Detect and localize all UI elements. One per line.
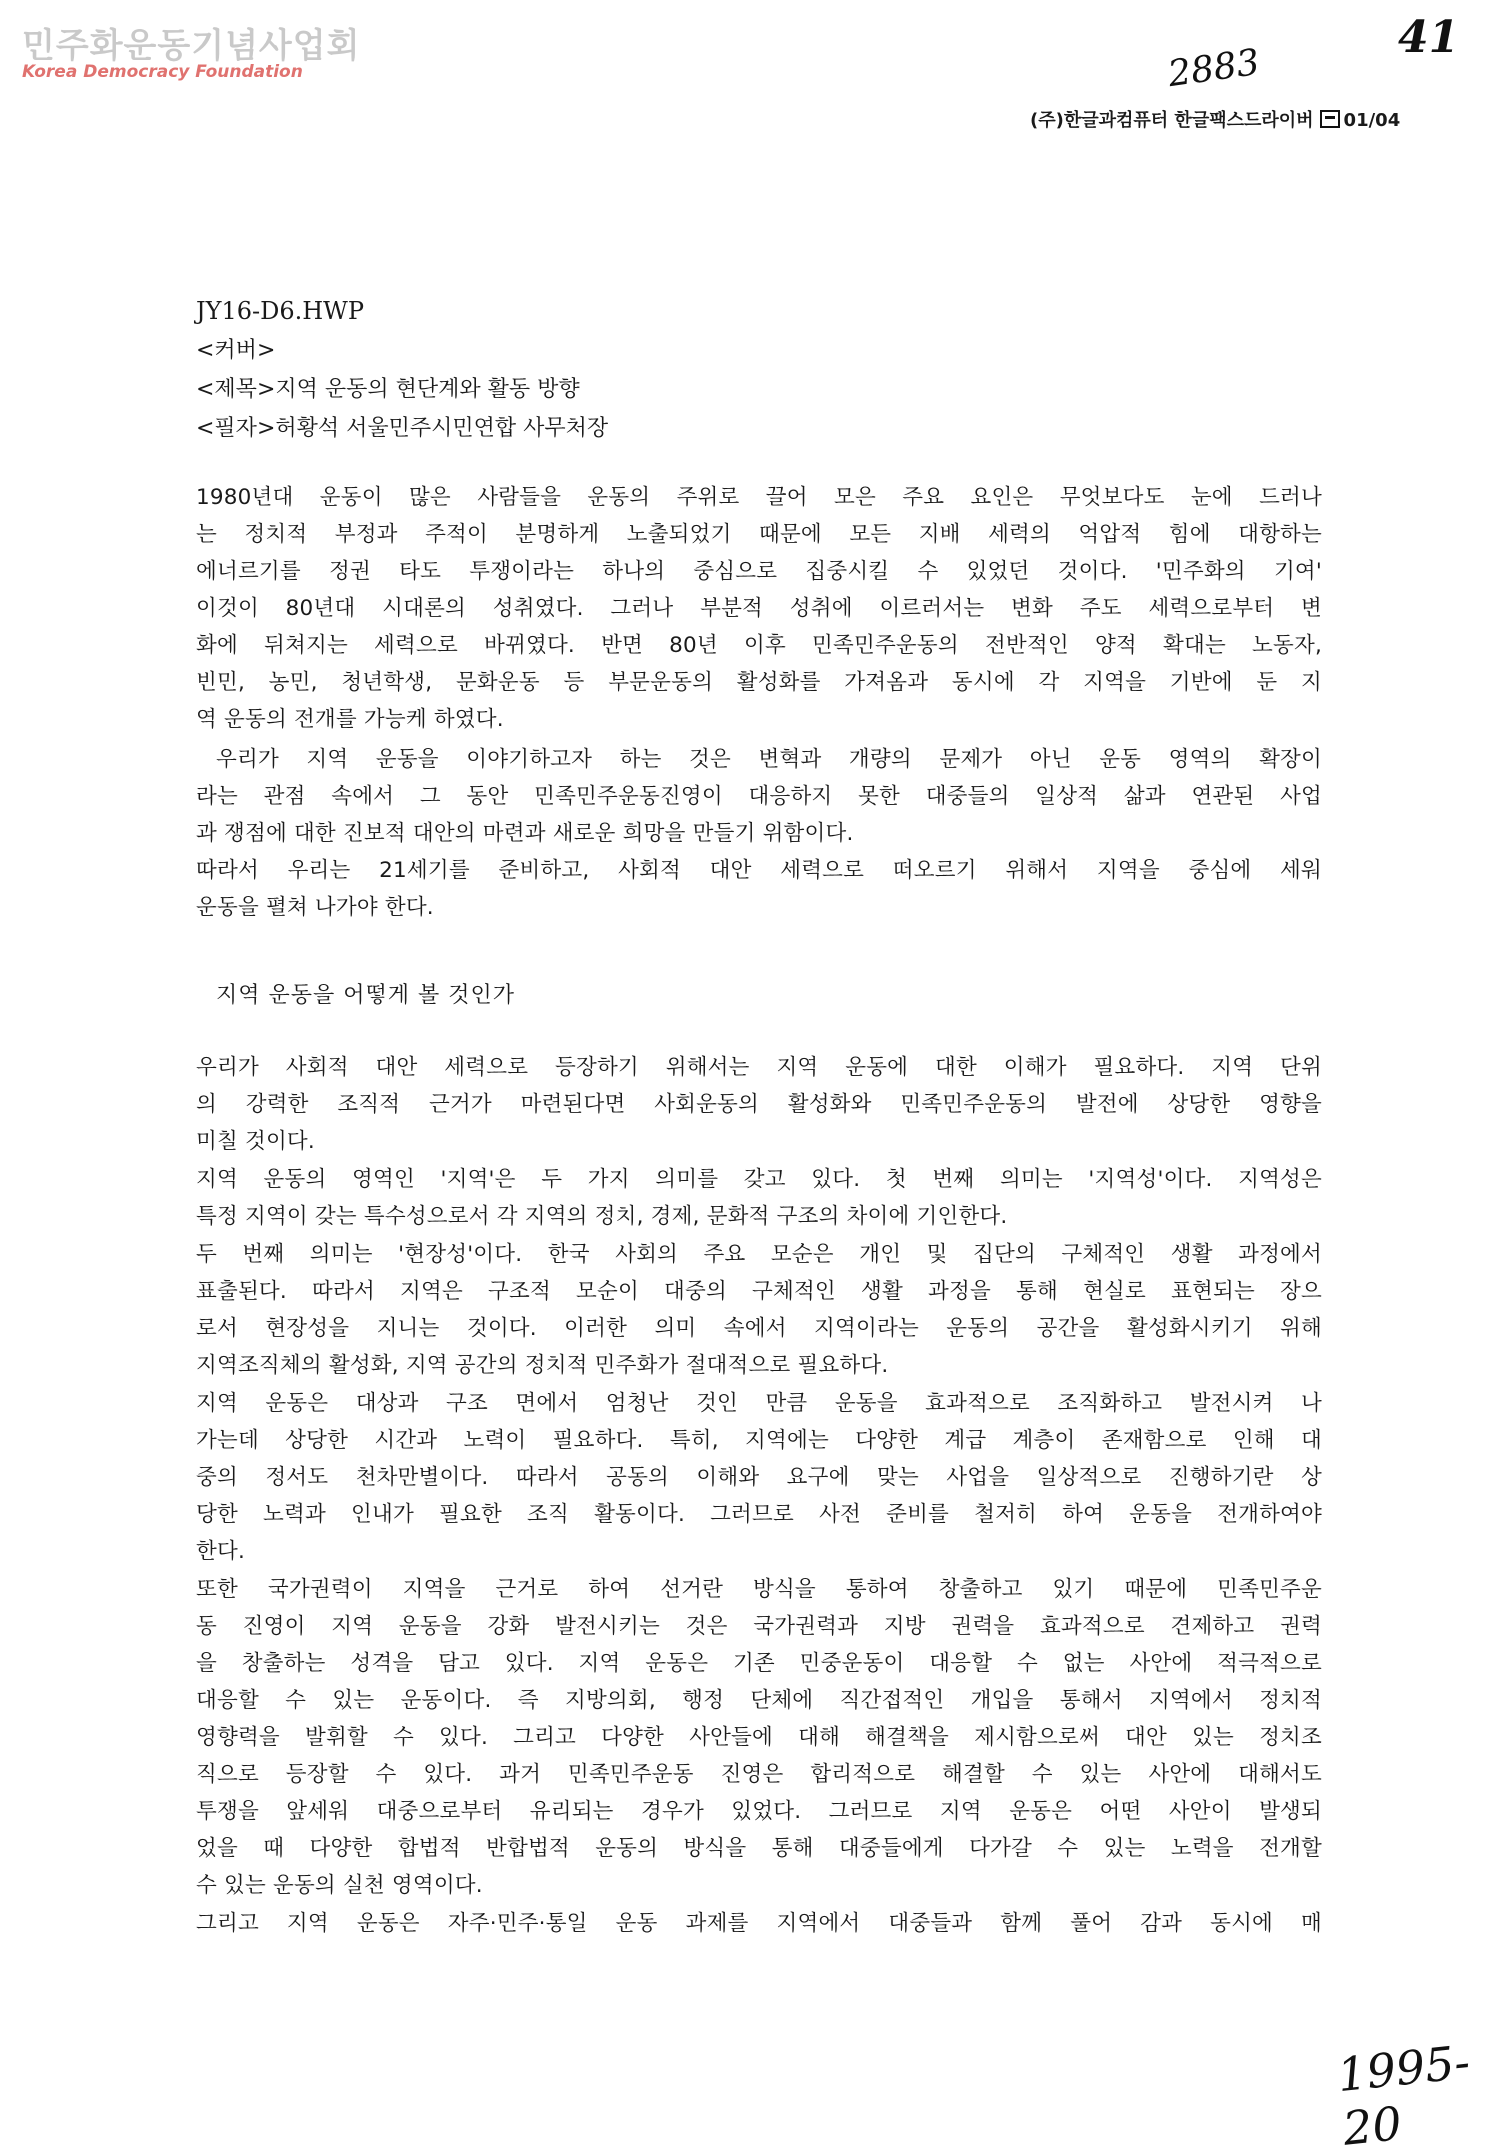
author-tag: <필자>허황석 서울민주시민연합 사무처장 [196, 416, 609, 441]
handwritten-bottom-code: 1995-20 [1334, 2034, 1473, 2156]
body-line: 1980년대 운동이 많은 사람들을 운동의 주위로 끌어 모은 주요 요인은 무엇보다도 눈에 드러나 [196, 485, 1322, 510]
body-line: 미칠 것이다. [196, 1129, 315, 1154]
body-line: 이것이 80년대 시대론의 성취였다. 그러나 부분적 성취에 이르러서는 변화 주도 세력으로부터 변 [196, 596, 1322, 621]
document-header [196, 292, 608, 448]
body-line: 화에 뒤쳐지는 세력으로 바뀌였다. 반면 80년 이후 민족민주운동의 전반적인 양적 확대는 노동자, [196, 633, 1322, 658]
body-line: 빈민, 농민, 청년학생, 문화운동 등 부문운동의 활성화를 가져옴과 동시에 각 지역을 기반에 둔 지 [196, 670, 1322, 695]
body-line: 투쟁을 앞세워 대중으로부터 유리되는 경우가 있었다. 그러므로 지역 운동은 어떤 사안이 발생되 [196, 1799, 1322, 1824]
body-line: 는 정치적 부정과 주적이 분명하게 노출되었기 때문에 모든 지배 세력의 억압적 힘에 대항하는 [196, 522, 1322, 547]
body-line: 우리가 지역 운동을 이야기하고자 하는 것은 변혁과 개량의 문제가 아닌 운동 영역의 확장이 [216, 747, 1322, 772]
body-line: 에너르기를 정권 타도 투쟁이라는 하나의 중심으로 집중시킬 수 있었던 것이다. '민주화의 기여' [196, 559, 1322, 584]
handwritten-page-mark: 41 [1398, 12, 1460, 63]
body-line: 중의 정서도 천차만별이다. 따라서 공동의 이해와 요구에 맞는 사업을 일상적으로 진행하기란 상 [196, 1465, 1322, 1490]
body-line: 가는데 상당한 시간과 노력이 필요하다. 특히, 지역에는 다양한 계급 계층이 존재함으로 인해 대 [196, 1428, 1322, 1453]
body-line: 운동을 펼쳐 나가야 한다. [196, 895, 434, 920]
fax-header [1030, 106, 1400, 132]
body-line: 수 있는 운동의 실천 영역이다. [196, 1873, 483, 1898]
body-line: 당한 노력과 인내가 필요한 조직 활동이다. 그러므로 사전 준비를 철저히 하여 운동을 전개하여야 [196, 1502, 1322, 1527]
section-title: 지역 운동을 어떻게 볼 것인가 [216, 983, 515, 1008]
body-line: 따라서 우리는 21세기를 준비하고, 사회적 대안 세력으로 떠오르기 위해서 지역을 중심에 세워 [196, 858, 1322, 883]
title-tag: <제목>지역 운동의 현단계와 활동 방향 [196, 377, 580, 402]
body-line: 역 운동의 전개를 가능케 하였다. [196, 707, 504, 732]
body-line: 영향력을 발휘할 수 있다. 그리고 다양한 사안들에 대해 해결책을 제시함으로써 대안 있는 정치조 [196, 1725, 1322, 1750]
watermark-korean: 민주화운동기념사업회 [22, 26, 361, 66]
body-line: 한다. [196, 1539, 245, 1564]
body-line: 또한 국가권력이 지역을 근거로 하여 선거란 방식을 통하여 창출하고 있기 때문에 민족민주운 [196, 1577, 1322, 1602]
body-line: 두 번째 의미는 '현장성'이다. 한국 사회의 주요 모순은 개인 및 집단의 구체적인 생활 과정에서 [196, 1242, 1322, 1267]
body-line: 을 창출하는 성격을 담고 있다. 지역 운동은 기존 민중운동이 대응할 수 없는 사안에 적극적으로 [196, 1651, 1322, 1676]
watermark-english: Korea Democracy Foundation [22, 62, 303, 82]
body-line: 과 쟁점에 대한 진보적 대안의 마련과 새로운 희망을 만들기 위함이다. [196, 821, 854, 846]
fax-page-icon [1320, 110, 1340, 128]
body-line: 지역조직체의 활성화, 지역 공간의 정치적 민주화가 절대적으로 필요하다. [196, 1353, 889, 1378]
body-line: 지역 운동은 대상과 구조 면에서 엄청난 것인 만큼 운동을 효과적으로 조직화하고 발전시켜 나 [196, 1391, 1322, 1416]
body-line: 특정 지역이 갖는 특수성으로서 각 지역의 정치, 경제, 문화적 구조의 차이에 기인한다. [196, 1204, 1008, 1229]
body-line: 직으로 등장할 수 있다. 과거 민족민주운동 진영은 합리적으로 해결할 수 있는 사안에 대해서도 [196, 1762, 1322, 1787]
fax-page: 01/04 [1343, 110, 1401, 131]
body-line: 지역 운동의 영역인 '지역'은 두 가지 의미를 갖고 있다. 첫 번째 의미는 '지역성'이다. 지역성은 [196, 1167, 1322, 1192]
body-line: 대응할 수 있는 운동이다. 즉 지방의회, 행정 단체에 직간접적인 개입을 통해서 지역에서 정치적 [196, 1688, 1322, 1713]
body-line: 로서 현장성을 지니는 것이다. 이러한 의미 속에서 지역이라는 운동의 공간을 활성화시키기 위해 [196, 1316, 1322, 1341]
body-line: 었을 때 다양한 합법적 반합법적 운동의 방식을 통해 대중들에게 다가갈 수 있는 노력을 전개할 [196, 1836, 1322, 1861]
body-line: 동 진영이 지역 운동을 강화 발전시키는 것은 국가권력과 지방 권력을 효과적으로 견제하고 권력 [196, 1614, 1322, 1639]
handwritten-doc-code: 2883 [1165, 41, 1263, 96]
file-name: JY16-D6.HWP [196, 297, 364, 325]
body-line: 의 강력한 조직적 근거가 마련된다면 사회운동의 활성화와 민족민주운동의 발전에 상당한 영향을 [196, 1092, 1322, 1117]
cover-tag: <커버> [196, 338, 276, 363]
body-line: 표출된다. 따라서 지역은 구조적 모순이 대중의 구체적인 생활 과정을 통해 현실로 표현되는 장으 [196, 1279, 1322, 1304]
body-line: 라는 관점 속에서 그 동안 민족민주운동진영이 대응하지 못한 대중들의 일상적 삶과 연관된 사업 [196, 784, 1322, 809]
body-line: 그리고 지역 운동은 자주·민주·통일 운동 과제를 지역에서 대중들과 함께 풀어 감과 동시에 매 [196, 1911, 1322, 1936]
body-line: 우리가 사회적 대안 세력으로 등장하기 위해서는 지역 운동에 대한 이해가 필요하다. 지역 단위 [196, 1055, 1322, 1080]
fax-sender: (주)한글과컴퓨터 한글팩스드라이버 [1030, 110, 1314, 131]
